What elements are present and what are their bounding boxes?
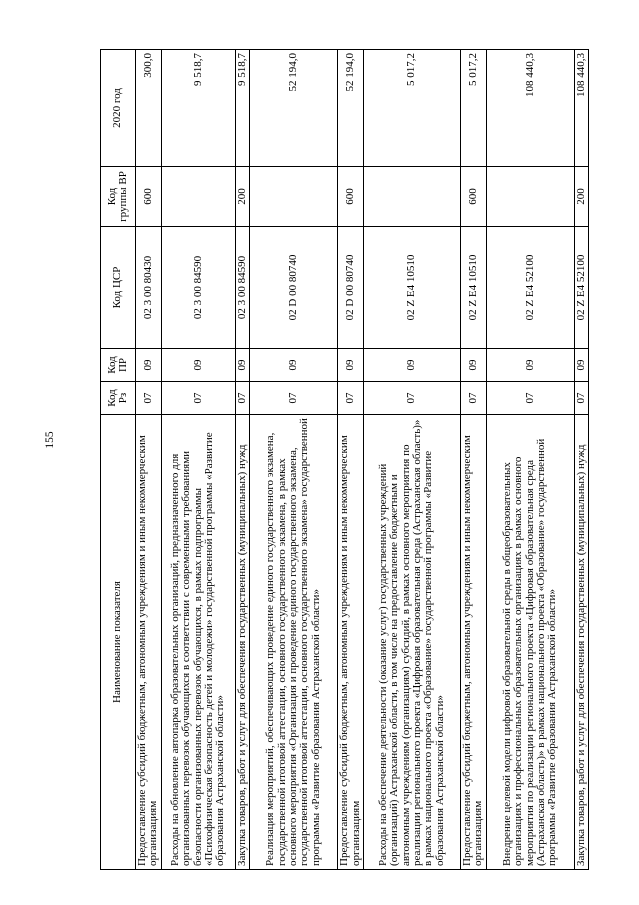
table-row bbox=[250, 50, 338, 870]
row-rz: 07 bbox=[364, 382, 461, 415]
page-number: 155 bbox=[44, 431, 56, 449]
row-value: 5 017,2 bbox=[364, 50, 461, 167]
row-vr: 600 bbox=[461, 167, 487, 227]
row-vr: 200 bbox=[235, 167, 249, 227]
table-row bbox=[486, 50, 574, 870]
row-pr: 09 bbox=[250, 349, 338, 382]
table-row bbox=[574, 50, 588, 870]
table-row bbox=[338, 50, 364, 870]
row-pr: 09 bbox=[486, 349, 574, 382]
row-name: Предоставление субсидий бюджетным, автономным учреждениям и иным некоммерческим организациям bbox=[136, 415, 162, 870]
table-row bbox=[161, 50, 235, 870]
row-value: 108 440,3 bbox=[486, 50, 574, 167]
table-header-row bbox=[101, 50, 136, 870]
row-pr: 09 bbox=[338, 349, 364, 382]
row-vr bbox=[250, 167, 338, 227]
row-csr: 02 3 00 80430 bbox=[136, 227, 162, 349]
row-vr: 200 bbox=[574, 167, 588, 227]
row-csr: 02 Z E4 10510 bbox=[364, 227, 461, 349]
row-rz: 07 bbox=[250, 382, 338, 415]
row-value: 52 194,0 bbox=[338, 50, 364, 167]
row-pr: 09 bbox=[136, 349, 162, 382]
row-rz: 07 bbox=[574, 382, 588, 415]
row-pr: 09 bbox=[461, 349, 487, 382]
row-rz: 07 bbox=[338, 382, 364, 415]
row-vr bbox=[364, 167, 461, 227]
row-rz: 07 bbox=[486, 382, 574, 415]
row-vr bbox=[486, 167, 574, 227]
row-value: 52 194,0 bbox=[250, 50, 338, 167]
row-rz: 07 bbox=[136, 382, 162, 415]
row-name: Расходы на обновление автопарка образовательных организаций, предназначенного для организованных перевозок обучающихся в соответствии с современными требованиями безопасности организованных перевозок обучающихся, в рамках подпрограммы «Психофизическая безопасность детей и молодежи» государственной программы «Развитие образования Астраханской области» bbox=[161, 415, 235, 870]
header-pr: Код ПР bbox=[101, 349, 136, 382]
row-name: Закупка товаров, работ и услуг для обеспечения государственных (муниципальных) нужд bbox=[235, 415, 249, 870]
row-rz: 07 bbox=[161, 382, 235, 415]
row-value: 9 518,7 bbox=[161, 50, 235, 167]
row-pr: 09 bbox=[235, 349, 249, 382]
header-csr: Код ЦСР bbox=[101, 227, 136, 349]
header-vr: Код группы ВР bbox=[101, 167, 136, 227]
header-rz: Код Рз bbox=[101, 382, 136, 415]
row-csr: 02 Z E4 10510 bbox=[461, 227, 487, 349]
row-csr: 02 Z E4 52100 bbox=[574, 227, 588, 349]
header-name: Наименование показателя bbox=[101, 415, 136, 870]
row-csr: 02 Z E4 52100 bbox=[486, 227, 574, 349]
row-rz: 07 bbox=[235, 382, 249, 415]
budget-table bbox=[100, 49, 589, 870]
row-name: Предоставление субсидий бюджетным, автономным учреждениям и иным некоммерческим организациям bbox=[461, 415, 487, 870]
row-pr: 09 bbox=[574, 349, 588, 382]
row-csr: 02 3 00 84590 bbox=[161, 227, 235, 349]
row-csr: 02 3 00 84590 bbox=[235, 227, 249, 349]
row-value: 300,0 bbox=[136, 50, 162, 167]
header-year: 2020 год bbox=[101, 50, 136, 167]
table-row bbox=[461, 50, 487, 870]
row-name: Внедрение целевой модели цифровой образовательной среды в общеобразовательных организациях и профессиональных образовательных организациях в рамках основного мероприятия по реализации регионального проекта «Цифровая образовательная среда (Астраханская область)» в рамках национального проекта «Образование» государственной программы «Развитие образования Астраханской области» bbox=[486, 415, 574, 870]
table-row bbox=[235, 50, 249, 870]
row-pr: 09 bbox=[364, 349, 461, 382]
row-vr: 600 bbox=[338, 167, 364, 227]
row-name: Закупка товаров, работ и услуг для обеспечения государственных (муниципальных) нужд bbox=[574, 415, 588, 870]
row-vr bbox=[161, 167, 235, 227]
table-row bbox=[136, 50, 162, 870]
row-vr: 600 bbox=[136, 167, 162, 227]
row-name: Реализация мероприятий, обеспечивающих проведение единого государственного экзамена, государственной итоговой аттестации, основного государственного экзамена, в рамках основного мероприятия «Организация и проведение единого государственного экзамена, государственной итоговой аттестации, основного государственного экзамена» государственной программы «Развитие образования Астраханской области» bbox=[250, 415, 338, 870]
row-name: Предоставление субсидий бюджетным, автономным учреждениям и иным некоммерческим организациям bbox=[338, 415, 364, 870]
row-value: 9 518,7 bbox=[235, 50, 249, 167]
table-row bbox=[364, 50, 461, 870]
rotated-table-wrapper bbox=[100, 50, 587, 870]
row-name: Расходы на обеспечение деятельности (оказание услуг) государственных учреждений (организаций) Астраханской области, в том числе на предоставление бюджетным и автономным учреждениям (организациям) субсидий, в рамках основного мероприятия по реализации регионального проекта «Цифровая образовательная среда (Астраханская область)» в рамках национального проекта «Образование» государственной программы «Развитие образования Астраханской области» bbox=[364, 415, 461, 870]
row-value: 5 017,2 bbox=[461, 50, 487, 167]
row-rz: 07 bbox=[461, 382, 487, 415]
row-pr: 09 bbox=[161, 349, 235, 382]
row-csr: 02 D 00 80740 bbox=[338, 227, 364, 349]
row-csr: 02 D 00 80740 bbox=[250, 227, 338, 349]
row-value: 108 440,3 bbox=[574, 50, 588, 167]
